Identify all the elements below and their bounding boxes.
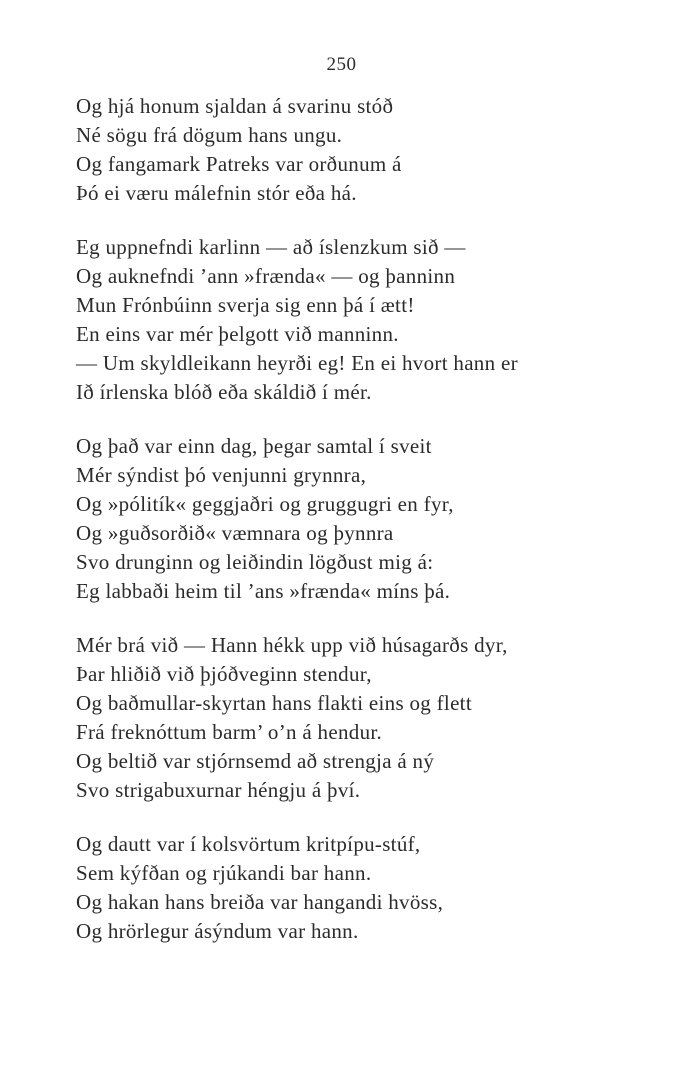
stanza-2 (76, 233, 666, 407)
stanza-3 (76, 432, 666, 606)
verse-line: Og beltið var stjórnsemd að strengja á ný (76, 749, 435, 773)
verse-line: — Um skyldleikann heyrði eg! En ei hvort hann er (76, 351, 518, 375)
verse-line: Frá freknóttum barm’ o’n á hendur. (76, 720, 383, 744)
verse-line: Né sögu frá dögum hans ungu. (76, 123, 343, 147)
verse-line: Svo drunginn og leiðindin lögðust mig á: (76, 550, 434, 574)
verse-line: Ið írlenska blóð eða skáldið í mér. (76, 380, 372, 404)
verse-line: Eg uppnefndi karlinn — að íslenzkum sið — (76, 235, 466, 259)
verse-line: Og »guðsorðið« væmnara og þynnra (76, 521, 394, 545)
verse-line: Og fangamark Patreks var orðunum á (76, 152, 402, 176)
stanza-1 (76, 92, 666, 208)
verse-line: Og hjá honum sjaldan á svarinu stóð (76, 94, 394, 118)
verse-line: Mér brá við — Hann hékk upp við húsagarðs dyr, (76, 633, 508, 657)
verse-line: Mér sýndist þó venjunni grynnra, (76, 463, 367, 487)
verse-line: Svo strigabuxurnar héngju á því. (76, 778, 361, 802)
verse-line: Og það var einn dag, þegar samtal í sveit (76, 434, 432, 458)
verse-line: En eins var mér þelgott við manninn. (76, 322, 399, 346)
verse-line: Og auknefndi ’ann »frænda« — og þanninn (76, 264, 456, 288)
verse-line: Og dautt var í kolsvörtum kritpípu-stúf, (76, 832, 421, 856)
verse-line: Eg labbaði heim til ’ans »frænda« míns þá. (76, 579, 451, 603)
verse-line: Og baðmullar-skyrtan hans flakti eins og flett (76, 691, 472, 715)
verse-line: Þó ei væru málefnin stór eða há. (76, 181, 357, 205)
verse-line: Og hrörlegur ásýndum var hann. (76, 919, 359, 943)
verse-line: Og hakan hans breiða var hangandi hvöss, (76, 890, 444, 914)
page-number: 250 (326, 54, 357, 75)
verse-line: Og »pólitík« geggjaðri og gruggugri en fyr, (76, 492, 454, 516)
poem-body (76, 92, 666, 971)
verse-line: Mun Frónbúinn sverja sig enn þá í ætt! (76, 293, 415, 317)
verse-line: Sem kýfðan og rjúkandi bar hann. (76, 861, 372, 885)
verse-line: Þar hliðið við þjóðveginn stendur, (76, 662, 372, 686)
stanza-4 (76, 631, 666, 805)
stanza-5 (76, 830, 666, 946)
